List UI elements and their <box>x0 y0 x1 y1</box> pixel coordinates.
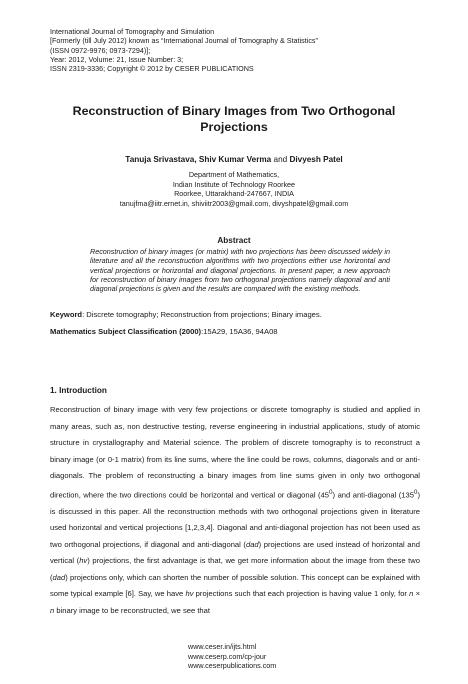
introduction-paragraph <box>50 402 420 619</box>
degree-superscript-2: 0 <box>413 488 418 496</box>
affiliation <box>40 170 428 208</box>
keyword-label: Keyword <box>50 310 83 319</box>
footer-link-ijts[interactable]: www.ceser.in/ijts.html <box>188 642 257 651</box>
affiliation-institute: Indian Institute of Technology Roorkee <box>172 179 296 189</box>
journal-name: International Journal of Tomography and Simulation <box>50 27 215 36</box>
hv-term-2: hv <box>185 589 194 599</box>
author-conjunction: and <box>271 155 290 164</box>
msc-text: :15A29, 15A36, 94A08 <box>201 327 278 336</box>
keyword-text: : Discrete tomography; Reconstruction from projections; Binary images. <box>82 310 322 319</box>
section-heading-introduction: 1. Introduction <box>50 386 107 395</box>
msc-classification <box>50 327 430 336</box>
affiliation-location: Roorkee, Uttarakhand-247667, INDIA <box>174 189 294 199</box>
author-last: Divyesh Patel <box>289 155 343 164</box>
journal-former-name: [Formerly (till July 2012) known as “International Journal of Tomography & Statistics” <box>50 36 318 46</box>
abstract-heading: Abstract <box>217 236 251 245</box>
hv-term-1: hv <box>79 556 88 566</box>
paper-authors <box>40 155 428 164</box>
author-names: Tanuja Srivastava, Shiv Kumar Verma <box>125 155 272 164</box>
journal-issn-copyright: ISSN 2319-3336; Copyright © 2012 by CESER PUBLICATIONS <box>50 64 254 74</box>
degree-superscript-1: 0 <box>329 488 333 496</box>
affiliation-department: Department of Mathematics, <box>188 170 280 179</box>
page-footer <box>188 642 276 671</box>
dad-term-1: dad <box>245 539 259 549</box>
intro-text-3: ) is discussed in this paper. All the reconstruction methods with two orthogonal projections given in literature used horizontal and vertical projections [1,2,3,4]. Diagonal and anti-diagonal projection has not been used as two orthogonal projections, if diagonal and anti-diagonal ( <box>50 490 420 549</box>
intro-text-2: ) and anti-diagonal (135 <box>332 490 414 500</box>
dad-term-2: dad <box>52 572 66 582</box>
matrix-size-term: n × n <box>50 589 420 615</box>
intro-text-8: binary image to be reconstructed, we see that <box>54 605 210 615</box>
footer-link-ceserpublications[interactable]: www.ceserpublications.com <box>188 661 277 671</box>
paper-title: Reconstruction of Binary Images from Two Orthogonal Projections <box>72 104 396 134</box>
keywords <box>50 310 430 319</box>
intro-text-5: ) projections, the first advantage is that, we get more information about the image from these two ( <box>50 556 420 582</box>
msc-label: Mathematics Subject Classification (2000) <box>50 327 202 336</box>
journal-header <box>50 27 430 73</box>
footer-link-cp-jour[interactable]: www.ceserp.com/cp-jour <box>188 651 267 661</box>
abstract-text: Reconstruction of binary images (or matrix) with two projections has been discussed widely in literature and all the reconstruction algorithms with two projections either use horizontal and vertical projections or horizontal and diagonal projections. In present paper, a new approach for reconstruction of binary images from two orthogonal projections namely diagonal and anti diagonal projections is given and the results are compared with the existing methods. <box>90 247 390 294</box>
journal-issue: Year: 2012, Volume: 21, Issue Number: 3; <box>50 54 184 64</box>
intro-text-1: Reconstruction of binary image with very few projections or discrete tomography is studied and applied in many areas, such as, non destructive testing, reverse engineering in industrial applications, study of atomic structure in crystallography and Material science. The problem of discrete tomography is to reconstruct a binary image (or 0-1 matrix) from its line sums, where the line could be rows, columns, diagonals and or anti-diagonals. The problem of reconstructing a binary images from line sums given in only two orthogonal direction, where the two directions could be horizontal and vertical or diagonal (45 <box>50 405 420 500</box>
intro-text-6: ) projections only, which can shorten the number of possible solution. This concept can be explained with some typical example [6]. Say, we have <box>50 572 420 599</box>
intro-text-4: ) projections are used instead of horizontal and vertical ( <box>50 539 420 566</box>
author-emails: tanujfma@iitr.ernet.in, shiviitr2003@gmail.com, divyshpatel@gmail.com <box>119 198 349 208</box>
journal-former-issn: (ISSN 0972-9976; 0973-7294)]; <box>50 45 151 55</box>
intro-text-7: projections such that each projection is having value 1 only, for <box>193 589 410 599</box>
